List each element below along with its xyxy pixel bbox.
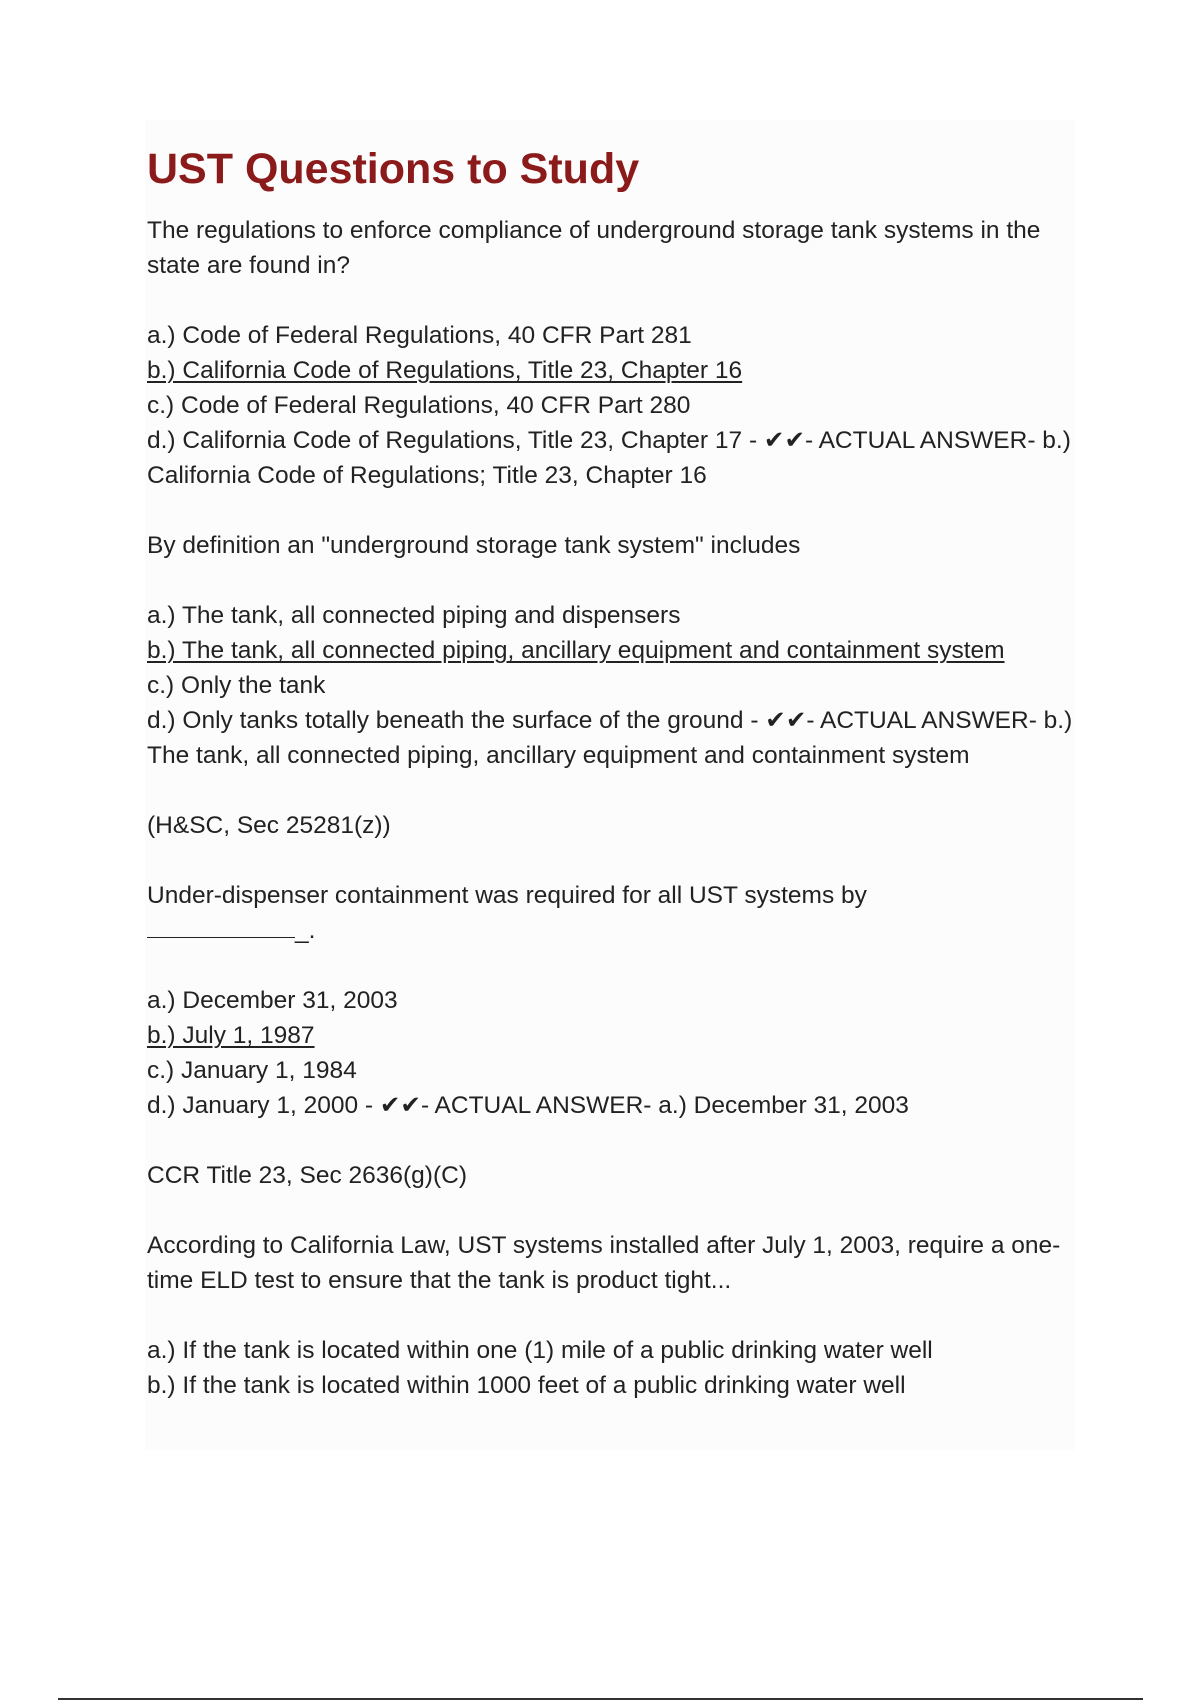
reference-text: (H&SC, Sec 25281(z)): [147, 812, 391, 839]
document-body: [147, 213, 1082, 1403]
spacer: [147, 948, 1082, 983]
spacer: [147, 563, 1082, 598]
question-text: Under-dispenser containment was required for all UST systems by: [147, 882, 867, 909]
spacer: [147, 493, 1082, 528]
answer-option-underlined: [147, 353, 1082, 388]
answer-option: c.) Code of Federal Regulations, 40 CFR Part 280: [147, 392, 691, 419]
answer-option: d.) California Code of Regulations, Title 23, Chapter 17 - ✔✔- ACTUAL ANSWER- b.) California Code of Regulations; Title 23, Chapter 16: [147, 427, 1071, 489]
answer-option: a.) Code of Federal Regulations, 40 CFR Part 281: [147, 322, 692, 349]
answer-option: d.) Only tanks totally beneath the surface of the ground - ✔✔- ACTUAL ANSWER- b.) The tank, all connected piping, ancillary equipment and containment system: [147, 707, 1073, 769]
answer-option-underlined: [147, 633, 1082, 668]
blank-line: [147, 913, 295, 938]
spacer: [147, 843, 1082, 878]
spacer: [147, 1298, 1082, 1333]
answer-option: d.) January 1, 2000 - ✔✔- ACTUAL ANSWER- a.) December 31, 2003: [147, 1092, 909, 1119]
answer-option: c.) January 1, 1984: [147, 1057, 357, 1084]
underlined-option-text: b.) California Code of Regulations, Title 23, Chapter 16: [147, 357, 743, 384]
document-title: UST Questions to Study: [147, 145, 640, 193]
question-text: By definition an "underground storage tank system" includes: [147, 532, 801, 559]
question-text: The regulations to enforce compliance of underground storage tank systems in the state are found in?: [147, 217, 1041, 279]
spacer: [147, 1193, 1082, 1228]
underlined-option-text: b.) The tank, all connected piping, ancillary equipment and containment system: [147, 637, 1005, 664]
question-text: According to California Law, UST systems installed after July 1, 2003, require a one-time ELD test to ensure that the tank is product tight...: [147, 1232, 1061, 1294]
answer-option-underlined: [147, 1018, 1082, 1053]
spacer: [147, 283, 1082, 318]
blank-suffix: _.: [295, 917, 316, 944]
reference-text: CCR Title 23, Sec 2636(g)(C): [147, 1162, 467, 1189]
answer-option: a.) If the tank is located within one (1) mile of a public drinking water well: [147, 1337, 933, 1364]
spacer: [147, 1123, 1082, 1158]
answer-option: b.) If the tank is located within 1000 feet of a public drinking water well: [147, 1372, 906, 1399]
fill-in-blank: [147, 913, 1082, 948]
underlined-option-text: b.) July 1, 1987: [147, 1022, 315, 1049]
spacer: [147, 773, 1082, 808]
answer-option: c.) Only the tank: [147, 672, 326, 699]
answer-option: a.) The tank, all connected piping and dispensers: [147, 602, 681, 629]
answer-option: a.) December 31, 2003: [147, 987, 398, 1014]
